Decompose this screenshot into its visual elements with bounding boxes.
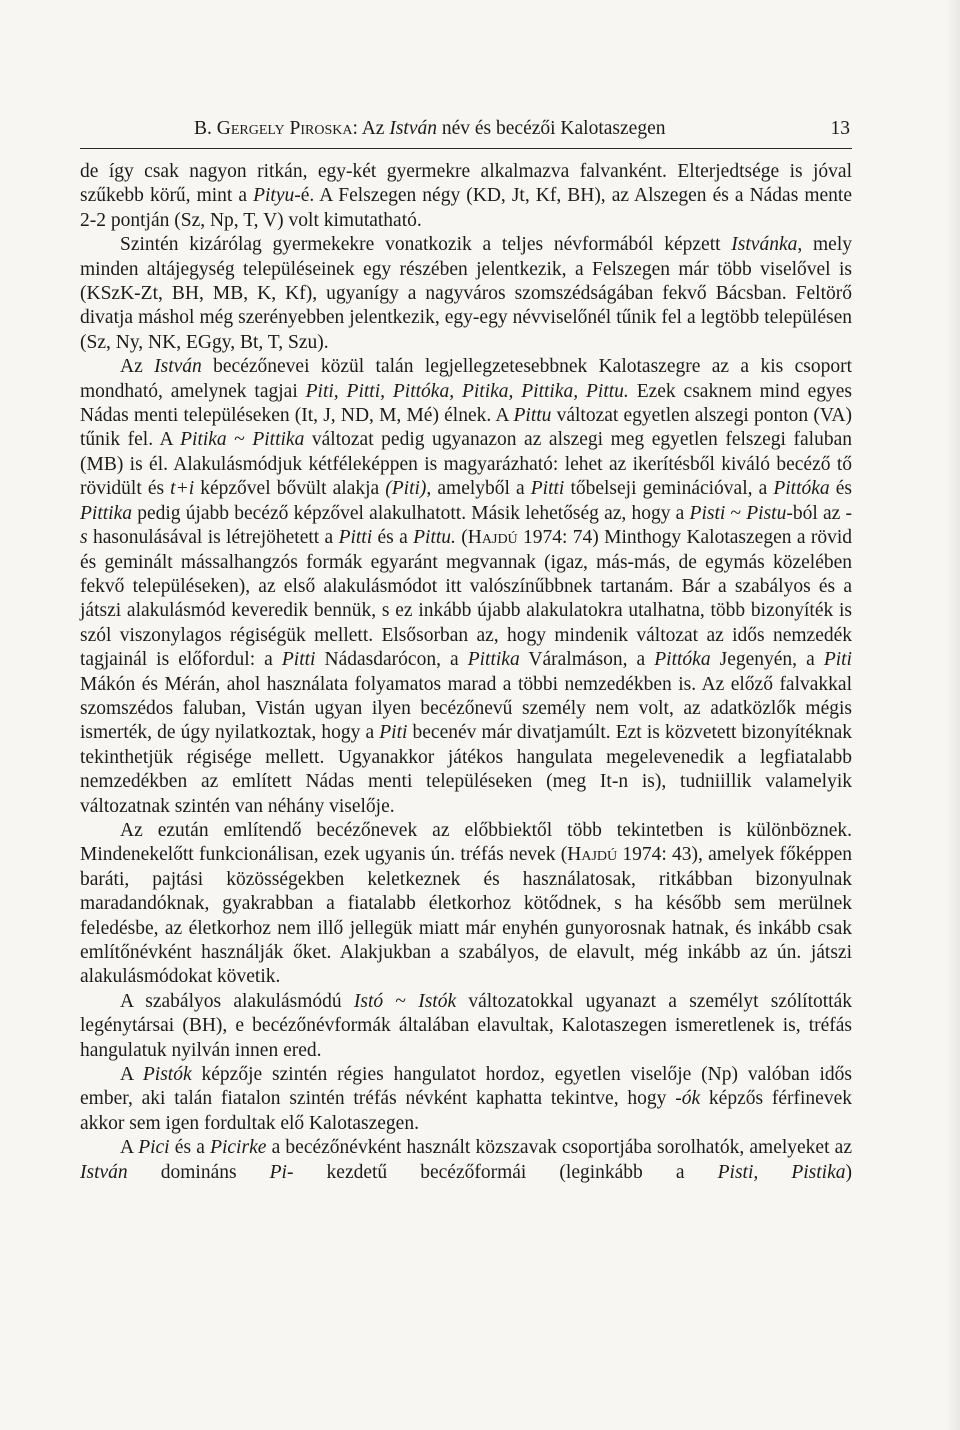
text-run: ~ bbox=[226, 429, 253, 451]
text-run: becézőnevei közül talán legjellegzetesebbnek Kalotaszegre az a kis csoport mondható, amelynek tagjai bbox=[80, 356, 852, 402]
italic-run: István bbox=[154, 356, 202, 378]
text-run: ( bbox=[455, 527, 468, 549]
text-run: és a bbox=[169, 1137, 211, 1159]
italic-run: Pittika bbox=[80, 502, 132, 524]
paragraph bbox=[80, 233, 852, 355]
text-run: változatokkal ugyanazt a személyt szólították legénytársai (BH), e becézőnévformák általában elavultak, Kalotaszegen ismeretlenek is, tréfás hangulatuk nyilván innen ered. bbox=[80, 990, 852, 1061]
text-run: Az ezután említendő becézőnevek az előbbiektől több tekintetben is különböznek. Mindenekelőtt funkcionálisan, ezek ugyanis ún. tréfás nevek ( bbox=[80, 819, 852, 866]
citation-author: Hajdú bbox=[467, 527, 518, 549]
italic-run: Piti, Pitti, Pittóka, Pitika, Pittika, Pittu. bbox=[305, 380, 629, 402]
text-run: ) bbox=[845, 1161, 852, 1183]
citation-author: Hajdú bbox=[567, 844, 618, 866]
italic-run: Pittika bbox=[252, 429, 305, 451]
title-part: : Az bbox=[352, 118, 390, 139]
paragraph bbox=[80, 990, 852, 1063]
text-run: domináns bbox=[127, 1161, 270, 1183]
text-run: változat egyetlen alszegi ponton (VA) tűnik fel. A bbox=[80, 405, 852, 451]
text-run: A bbox=[120, 1064, 143, 1086]
italic-run: Pisti bbox=[689, 502, 726, 524]
text-run: Szintén kizárólag gyermekekre vonatkozik a teljes névformából képzett bbox=[120, 234, 732, 256]
italic-run: Pi- bbox=[269, 1161, 294, 1183]
italic-run: Picirke bbox=[210, 1137, 267, 1159]
paragraph bbox=[80, 160, 852, 233]
text-run: becenév már divatjamúlt. Ezt is közvetett bizonyítéknak tekinthetjük régisége mellett. Ugyanakkor játékos hangulata megelevenedik a legfiatalabb nemzedékben az említett Nádas menti településeken (meg It-n is), tudniillik valamelyik változatnak szintén van néhány viselője. bbox=[80, 722, 852, 817]
text-run: és bbox=[829, 478, 852, 500]
italic-run: Piti bbox=[379, 722, 408, 744]
text-run: , mely minden altájegység településeinek egy részében jelentkezik, a Felszegen már több viselővel is (KSzK-Zt, BH, MB, K, Kf), ugyanígy a nagyváros szomszédságában fekvő Bácsban. Feltörő divatja máshol még szerényebben jelentkezik, egy-egy névviselőnél tűnik fel a legtöbb településen (Sz, Ny, NK, EGgy, Bt, T, Szu). bbox=[80, 234, 852, 353]
page-edge-shadow bbox=[946, 0, 960, 1430]
text-run: , amelyből a bbox=[426, 478, 531, 500]
text-run: képzős férfinevek akkor sem igen fordultak elő Kalotaszegen. bbox=[80, 1088, 852, 1134]
author-initial: B. bbox=[194, 118, 217, 139]
text-run: ~ bbox=[725, 502, 747, 524]
title-italic-name: István bbox=[389, 118, 437, 139]
italic-run: -s bbox=[80, 502, 852, 549]
text-run: Nádasdarócon, a bbox=[315, 649, 468, 671]
text-run: Jegenyén, a bbox=[710, 649, 824, 671]
italic-run: Pitti bbox=[530, 478, 565, 500]
italic-run: Pitika bbox=[180, 429, 227, 451]
paragraph bbox=[80, 355, 852, 819]
text-run: pedig újabb becéző képzővel alakulhatott. Másik lehetőség az, hogy a bbox=[132, 502, 690, 524]
italic-run: Pisti, Pistika bbox=[717, 1161, 846, 1183]
text-run: és a bbox=[372, 527, 414, 549]
italic-run: István bbox=[80, 1161, 128, 1183]
italic-run: Istvánka bbox=[731, 234, 798, 256]
body-text bbox=[80, 160, 852, 1185]
text-run: 1974: 74) Minthogy Kalotaszegen a rövid és geminált mássalhangzós formák egyaránt megvannak (igaz, más-más, de egymás közelében fekvő településeken), az első alakulásmódot itt valószínűbbnek tartanám. Bár a szabályos és a játszi alakulásmód keveredik bennük, s ez inkább újabb alakulatokra utalhatna, több bizonyíték is szól viszonylagos régiségük mellett. Elsősorban az, hogy mindenik változat az idős nemzedék tagjainál is előfordul: a bbox=[80, 527, 853, 671]
text-run: 1974: 43), amelyek főképpen baráti, pajtási közösségekben keletkeznek és használatosak, ritkábban bizonyulnak maradandóknak, gyakrabban a fiatalabb életkorhoz kötődnek, s ha később sem merülnek feledésbe, az életkorhoz nem illő jellegük miatt már enyhén gunyorosnak hatnak, és inkább csak említőnévként használják őket. Alakjukban a szabályos, de elavult, még inkább az ún. játszi alakulásmódokat követik. bbox=[80, 844, 853, 988]
italic-run: Pistók bbox=[142, 1064, 192, 1086]
italic-run: Pittu bbox=[513, 405, 552, 427]
text-run: de így csak nagyon ritkán, egy-két gyermekre alkalmazva falvanként. Elterjedtsége is jóval szűkebb körű, mint a bbox=[80, 161, 852, 207]
text-run: Ezek csaknem mind egyes Nádas menti településeken (It, J, ND, M, Mé) élnek. A bbox=[80, 380, 852, 427]
text-run: Váralmáson, a bbox=[519, 649, 655, 671]
text-run: kezdetű becézőformái (leginkább a bbox=[293, 1161, 718, 1183]
italic-run: Pici bbox=[138, 1137, 170, 1159]
italic-run: Pittóka bbox=[654, 649, 711, 671]
italic-run: Istók bbox=[418, 990, 457, 1012]
text-run: változat pedig ugyanazon az alszegi meg egyetlen felszegi faluban (MB) is él. Alakulásmódjuk kétféleképpen is magyarázható: lehet az ikerítésből kiváló becéző tő rövidült és bbox=[80, 429, 852, 500]
author-name: Gergely Piroska bbox=[216, 118, 353, 139]
text-run: Mákón és Mérán, ahol használata folyamatos marad a többi nemzedékben is. Az előző falvakkal szomszédos faluban, Vistán ugyan ilyen becézőnevű személy nem volt, az adatközlők mégis ismerték, de úgy nyilatkoztak, hogy a bbox=[80, 673, 852, 744]
italic-run: (Piti) bbox=[385, 478, 427, 500]
paragraph bbox=[80, 1136, 852, 1185]
text-run: A szabályos alakulásmódú bbox=[120, 990, 354, 1012]
italic-run: Piti bbox=[823, 649, 852, 671]
page-number: 13 bbox=[830, 118, 850, 139]
italic-run: Istó bbox=[353, 990, 384, 1012]
running-head bbox=[188, 118, 850, 146]
paragraph bbox=[80, 1063, 852, 1136]
text-run: képzője szintén régies hangulatot hordoz, egyetlen viselője (Np) valóban idős ember, aki talán fiatalon szintén tréfás névként kaphatta tekintve, hogy bbox=[80, 1064, 852, 1110]
text-run: Az bbox=[120, 356, 155, 378]
italic-run: Pitti bbox=[281, 649, 316, 671]
text-run: -é. A Felszegen négy (KD, Jt, Kf, BH), az Alszegen és a Nádas mente 2-2 pontján (Sz, Np, T, V) volt kimutatható. bbox=[80, 185, 852, 231]
text-run: -ból az bbox=[786, 502, 846, 524]
italic-run: Pittika bbox=[467, 649, 520, 671]
text-run: tőbelseji geminációval, a bbox=[564, 478, 774, 500]
header-rule bbox=[80, 148, 852, 149]
italic-run: Pittu. bbox=[413, 527, 456, 549]
italic-run: Pistu bbox=[746, 502, 787, 524]
italic-run: Pittóka bbox=[773, 478, 830, 500]
text-run: a becézőnévként használt közszavak csoportjába sorolhatók, amelyeket az bbox=[266, 1137, 852, 1159]
italic-run: t+i bbox=[170, 478, 195, 500]
text-run: ~ bbox=[383, 990, 419, 1012]
text-run: A bbox=[120, 1137, 139, 1159]
italic-run: Pityu bbox=[253, 185, 295, 207]
text-run: hasonulásával is létrejöhetett a bbox=[87, 527, 339, 549]
running-title bbox=[194, 118, 665, 140]
paragraph bbox=[80, 819, 852, 990]
title-part: név és becézői Kalotaszegen bbox=[437, 118, 666, 139]
italic-run: Pitti bbox=[338, 527, 373, 549]
italic-run: -ók bbox=[675, 1088, 701, 1110]
text-run: képzővel bővült alakja bbox=[194, 478, 386, 500]
